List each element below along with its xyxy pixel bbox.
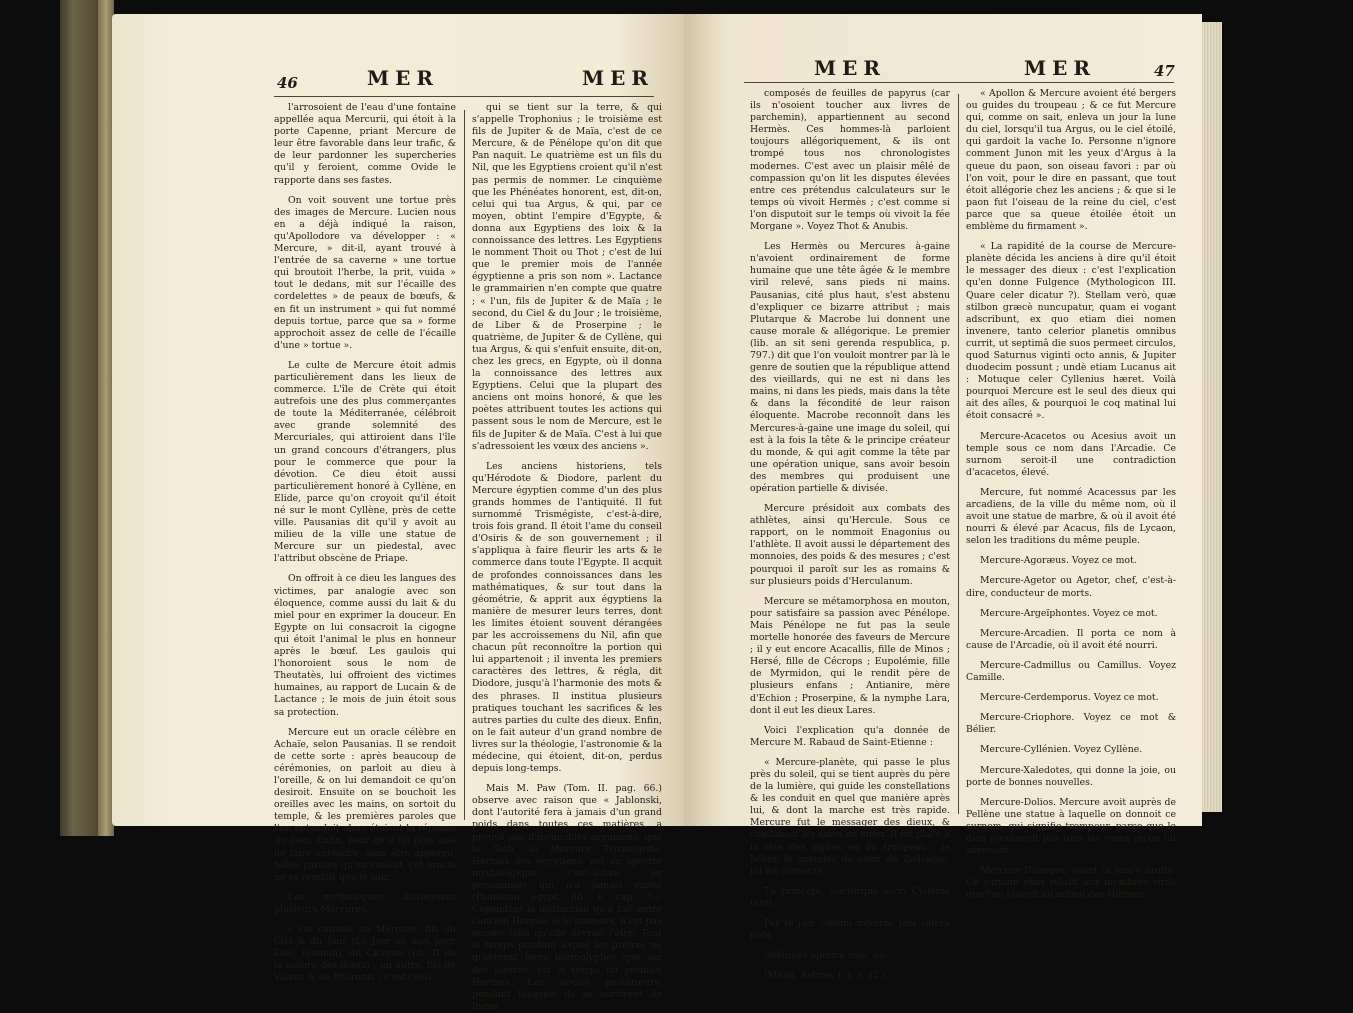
paragraph: Mercure-Cyllénien. Voyez Cyllène. [980,744,1143,756]
page-number-right: 47 [1154,62,1175,80]
paragraph: « La rapidité de la course de Mercure-planète décida les anciens à dire qu'il étoit le messager des dieux : c'est l'explication qu'en donne Fulgence (Mythologicon III. Quare celer dicatur ?). Stellam verò, quæ stilbon græcè nuncupatur, quam ei vogant adscribunt, ex quo etiam diei nomen invenere, tanto celerior planetis omnibus currit, ut septimâ die suos permeet circulos, quod Saturnus viginti octo annis, & Jupiter duodecim possunt ; undè etiam Lucanus ait : Motuque celer Cyllenius hæret. Voilà pourquoi Mercure est le seul des dieux qui ait des aîles, & pourquoi le coq matinal lui étoit consacré ». [966,241,1176,422]
paragraph: Mercure-Cerdemporus. Voyez ce mot. [980,692,1159,704]
paragraph: Les Hermès ou Mercures à-gaine n'avoient ordinairement de forme humaine que une tête âgée & le membre viril relevé, sans pieds ni mains. Pausanias, cité plus haut, s'est abstenu d'expliquer ce bizarre attribut ; mais Plutarque & Macrobe lui donnent une cause morale & allégorique. Le premier (lib. an sit seni gerenda respublica, p. 797.) dit que l'on vouloit montrer par là le genre de soutien que la république attend des vieillards, qui ne est ni dans les mains, ni dans les pieds, mais dans la tête & dans la fécondité de leur raison éloquente. Macrobe reconnoît dans les Mercures-à-gaine une image du soleil, qui est à la fois la tête & le principe créateur du monde, & qui agit comme la tête par une opération unique, sans avoir besoin des membres qui produisent une opération partielle & divisée. [750,241,950,494]
paragraph: On offroit à ce dieu les langues des victimes, par analogie avec son éloquence, comme aussi du lait & du miel pour en exprimer la douceur. En Egypte on lui consacroit la cigogne qui étoit l'animal le plus en honneur après le bœuf. Les gaulois qui l'honoroient sous le nom de Theutatès, lui offroient des victimes humaines, au rapport de Lucain & de Lactance ; le mois de juin étoit sous sa protection. [274,573,456,718]
paragraph: Mercure, fut nommé Acacessus par les arcadiens, de la ville du même nom, où il avoit une statue de marbre, & où il avoit été nourri & élevé par Acacus, fils de Lycaon, selon les traditions du même peuple. [966,486,1176,547]
paragraph: Mercure-Argeïphontes. Voyez ce mot. [980,607,1158,619]
paragraph: composés de feuilles de papyrus (car ils n'osoient toucher aux livres de parchemin), appartiennent au second Hermès. Ces hommes-là parloient toujours allégoriquement, & ils ont trompé tous nos chronologistes modernes. C'est avec un plaisir mêlé de compassion qu'on lit les disputes élevées entre ces prétendus calculateurs sur le temps où vivoit Hermès ; c'est comme si l'on disputoit sur le temps où vivoit la fée Morgane ». Voyez Thot & Anubis. [750,88,950,233]
paragraph: Per te jam cœlum interris, jam sidera nota, [750,918,950,942]
paragraph: Voici l'explication qu'a donnée de Mercure M. Rabaud de Saint-Etienne : [750,724,950,748]
column-divider-right [958,94,959,814]
paragraph: On voit souvent une tortue près des images de Mercure. Lucien nous en a déjà indiqué la raison, qu'Apollodore va développer : « Mercure, » dit-il, ayant trouvé à l'entrée de sa caverne » une tortue qui broutoit l'herbe, la prit, vuida » tout le dedans, mit sur l'écaille des cordelettes » de peaux de bœufs, & en fit un instrument » qui fut nommé depuis tortue, parce que sa » forme approchoit assez de celle de l'écaille d'une » tortue ». [274,194,456,351]
paragraph: « Apollon & Mercure avoient été bergers ou guides du troupeau ; & ce fut Mercure qui, comme on sait, enleva un jour la lune du ciel, lorsqu'il tua Argus, ou le ciel étoilé, qui gardoit la vache Io. Personne n'ignore comment Junon mit les yeux d'Argus à la queue du paon, son oiseau favori : par où l'on voit, pour le dire en passant, que tout étoit allégorie chez les anciens ; & que si le paon fut l'oiseau de la reine du ciel, c'est parce que sa queue étoilée étoit un emblème du firmament ». [966,88,1176,233]
paragraph: Mercure-Cadmillus ou Camillus. Voyez Camille. [966,659,1176,684]
paragraph: Mercure-Agoræus. Voyez ce mot. [980,555,1137,567]
page-stack-edge [1202,22,1222,812]
paragraph: « On connoit un Mercure, fils du Ciel & du Jour (Le Jour se met pour Dies, féminin), dit Cicéron (Liv. II de la nature des dieux) ; un autre, fils de Valens & de Phoronis ; c'est celui [274,924,456,984]
column-divider-left [464,110,465,820]
paragraph: Sublimes aperire vias, &c. [764,950,889,962]
running-head-right-1: MER [814,56,887,80]
paragraph: Mercure-Acacetos ou Acesius avoit un temple sous ce nom dans l'Arcadie. Ce surnom seroit-il une contradiction d'acacetos, élevé. [966,430,1176,478]
left-page-column-1 [274,102,456,984]
paragraph: Mercure eut un oracle célèbre en Achaïe, selon Pausanias. Il se rendoit de cette sorte : après beaucoup de cérémonies, on parloit au dieu à l'oreille, & on lui demandoit ce qu'on desiroit. Ensuite on se bouchoit les oreilles avec les mains, on sortoit du temple, & les premières paroles que l'on entendoit alors étoient la réponse du dieu. Enfin, pour qu'il fut plus aisé de faire entendre, sans être apperçu, telles paroles qu'on vouloit, cet oracle ne se rendoit que le soir. [274,726,456,883]
paragraph: Les anciens historiens, tels qu'Hérodote & Diodore, parlent du Mercure égyptien comme d'un des plus grands hommes de l'antiquité. Il fut surnommé Trismégiste, c'est-à-dire, trois fois grand. Il étoit l'ame du conseil d'Osiris & de son gouvernement ; il s'appliqua à faire fleurir les arts & le commerce dans toute l'Egypte. Il acquit de profondes connoissances dans les mathématiques, & sur tout dans la géométrie, & apprit aux égyptiens la manière de mesurer leurs terres, dont les limites étoient souvent dérangées par les accroissemens du Nil, afin que chacun pût reconnoître la portion qui lui appartenoit ; il inventa les premiers caractères des lettres, & régla, dit Diodore, jusqu'à l'harmonie des mots & des phrases. Il institua plusieurs pratiques touchant les sacrifices & les autres parties du culte des dieux. Enfin, on le fait auteur d'un grand nombre de livres sur la théologie, l'astronomie & la médecine, qui étoient, dit-on, perdus depuis long-temps. [472,460,662,775]
paragraph: Mercure-Doliegos, ayant la lance droite. Ce surnom étoit relatif aux membres virils que l'on plaçoit au milieu des Hermès. [966,865,1176,901]
paragraph: Mercure-Criophore. Voyez ce mot & Bélier. [966,712,1176,736]
paragraph: Mercure se métamorphosa en mouton, pour satisfaire sa passion avec Pénélope. Mais Pénélope ne fut pas la seule mortelle honorée des faveurs de Mercure ; il y eut encore Acacallis, fille de Minos ; Hersé, fille de Cécrops ; Eupolémie, fille de Myrmidon, qui le rendit père de plusieurs enfans ; Antianire, mère d'Echion ; Proserpine, & la nymphe Lara, dont il eut les dieux Lares. [750,595,950,716]
paragraph: l'arrosoient de l'eau d'une fontaine appellée aqua Mercurii, qui étoit à la porte Capenne, priant Mercure de leur être favorable dans leur trafic, & de leur pardonner les supercheries qu'il y feroient, comme Ovide le rapporte dans ses fastes. [274,102,456,186]
header-rule-left [274,96,654,97]
page-number-left: 46 [277,74,298,92]
paragraph: Mercure-Agetor ou Agetor, chef, c'est-à-dire, conducteur de morts. [966,575,1176,599]
right-page-column-1 [750,88,950,982]
paragraph: Mercure-Dolios. Mercure avoit auprès de Pellène une statue à laquelle on donnoit ce surnom, qui signifie trompeur, parce que le dieu n'exauçoit pas tous les vœux qu'on lui adressoit. [966,796,1176,857]
paragraph: qui se tient sur la terre, & qui s'appelle Trophonius ; le troisième est fils de Jupiter & de Maïa, c'est de ce Mercure, & de Pénélope qu'on dit que Pan naquit. Le quatrième est un fils du Nil, que les Egyptiens croient qu'il n'est pas permis de nommer. Le cinquième que les Phénéates honorent, est, dit-on, celui qui tua Argus, & qui, par ce moyen, obtint l'empire d'Egypte, & donna aux Egyptiens des loix & la connoissance des lettres. Les Egyptiens le nomment Thoit ou Thot ; c'est de lui que le premier mois de l'année égyptienne a pris son nom ». Lactance le grammairien n'en compte que quatre ; « l'un, fils de Jupiter & de Maïa ; le second, du Ciel & du Jour ; le troisième, de Liber & de Proserpine ; le quatrième, de Jupiter & de Cyllène, qui tua Argus, & qui s'enfuit ensuite, dit-on, chez les grecs, en Egypte, où il donna la connoissance des lettres aux Egyptiens. Celui que la plupart des anciens ont moins honoré, & que les poètes attribuent toutes les actions qui passent sous le nom de Mercure, est le fils de Jupiter & de Maïa. C'est à lui que s'adressoient les vœux des anciens ». [472,102,662,452]
running-head-left-2: MER [582,66,655,90]
left-page-column-2 [472,102,662,1012]
running-head-left-1: MER [367,66,440,90]
right-page [684,14,1202,982]
running-head-right-2: MER [1024,56,1097,80]
paragraph: Les mythologues distinguent plusieurs Mercures. [274,891,456,915]
left-page [112,14,684,1012]
paragraph: Mais M. Paw (Tom. II. pag. 66.) observe avec raison que « Jablonski, dont l'autorité fera à jamais d'un grand poids dans toutes ces matières, a prouvé par d'invincibles argumens, que le Toth, le Mercure Trismégiste, Hermès des égyptiens, est un spectre mythologique, c'est-à-dire, un personnage qui n'a jamais existé (Pantheon egypt. lib. V. cap. 5.). Cependant la distinction qu'il fait entre l'ancien Hermès & le nouveau, n'est pas encore telle qu'elle devroit l'être. Tout le temps pendant lequel les prêtres ne gravèrent leurs hiéroglyphes que sur des pierres, est le temps du premier Hermès. Les siècles postérieurs, pendant lesquels ils se servirent de livres [472,783,662,1012]
paragraph: Tu princeps, auctorque sacri Cyllenie tanti, [750,885,950,909]
paragraph: « Mercure-planète, qui passe le plus près du soleil, qui se tient auprès du père de la lumière, qui guide les constellations & les conduit en quel que manière après lui, & dont la marche est très rapide. Mercure fut le messager des dieux, & conduisoit les ames en enfer. Il fut placé à la tête des signes ou du troupeau : le bélier, le premier de ceux du Zodiaque, lui fut consacré : [750,756,950,877]
paragraph: Mercure-Arcadien. Il porta ce nom à cause de l'Arcadie, où il avoit été nourri. [966,627,1176,651]
paragraph: Le culte de Mercure étoit admis particulièrement dans les lieux de commerce. L'île de Crète qui étoit autrefois une des plus commerçantes de toute la Méditerranée, célébroit avec grande solemnité des Mercuriales, qui attiroient dans l'île un grand concours d'étrangers, plus pour le commerce que pour la dévotion. Ce dieu étoit aussi particulièrement honoré à Cyllène, en Elide, parce qu'on croyoit qu'il étoit né sur le mont Cyllène, près de cette ville. Pausanias dit qu'il y avoit au milieu de la ville une statue de Mercure sur un piedestal, avec l'attribut obscène de Priape. [274,359,456,565]
header-rule-right [744,82,1174,83]
paragraph: Mercure présidoit aux combats des athlètes, ainsi qu'Hercule. Sous ce rapport, on le nommoit Enagonius ou l'athlète. Il avoit aussi le département des monnoies, des poids & des mesures ; c'est pourquoi il paroît sur les as romains & sur plusieurs poids d'Herculanum. [750,503,950,587]
right-page-column-2 [966,88,1176,901]
paragraph: Mercure-Xaledotes, qui donne la joie, ou porte de bonnes nouvelles. [966,764,1176,788]
paragraph: (Manil. Astron. I. I. v. 32.) [764,970,886,982]
